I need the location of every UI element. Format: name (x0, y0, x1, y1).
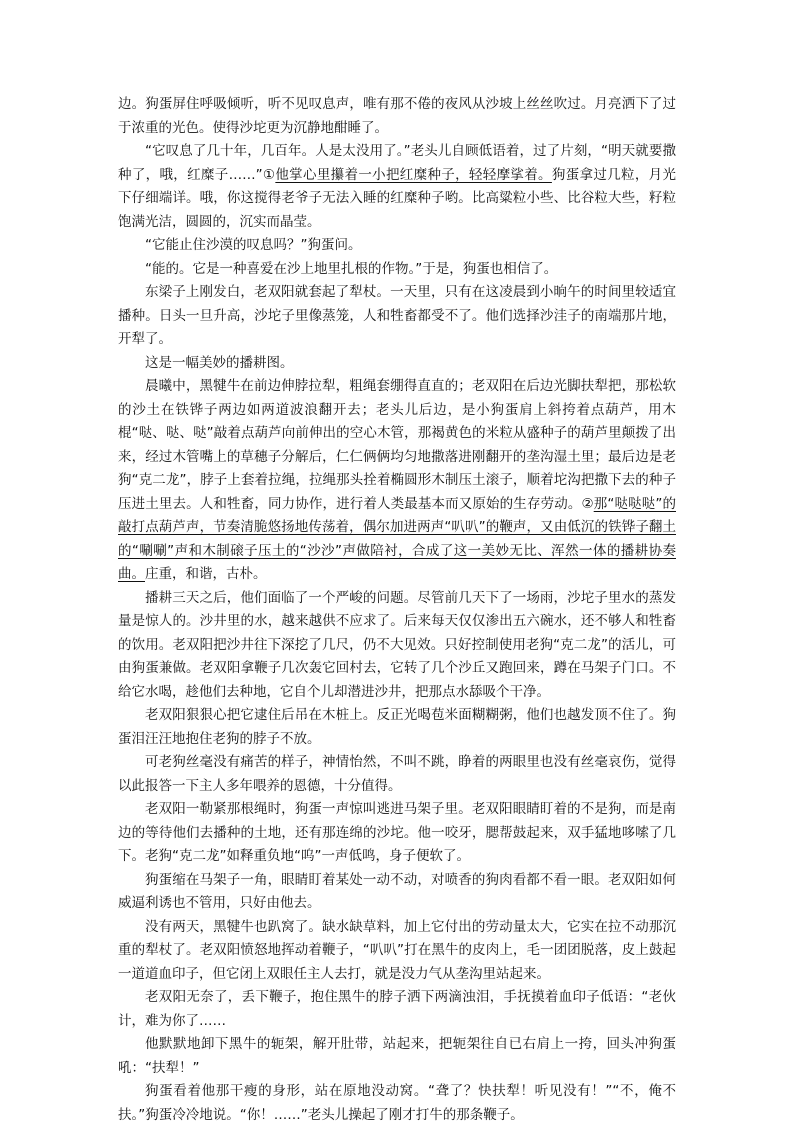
underlined-sentence-2: 那“哒哒哒”的敲打点葫芦声，节奏清脆悠扬地传荡着，偶尔加进两声“叭叭”的鞭声，又由低沉的铁铧子翻土的“唰唰”声和木制磙子压土的“沙沙”声做陪衬，合成了这一美妙无比、浑然一体的播耕协奏曲。 (118, 495, 676, 582)
paragraph-15: 他默默地卸下黑牛的轭架，解开肚带，站起来，把轭架往自已右肩上一挎，回头冲狗蛋吼：“扶犁！” (118, 1036, 676, 1076)
paragraph-16: 狗蛋看着他那干瘦的身形，站在原地没动窝。“聋了？快扶犁！听见没有！”“不，俺不扶。”狗蛋冷冷地说。“你！……”老头儿操起了刚才打牛的那条鞭子。 (118, 1083, 676, 1123)
paragraph-4: “能的。它是一种喜爱在沙上地里扎根的作物。”于是，狗蛋也相信了。 (145, 260, 558, 277)
paragraph-7-start: 晨曦中，黑犍牛在前边伸脖拉犁，粗绳套绷得直直的；老双阳在后边光脚扶犁把，那松软的沙土在铁铧子两边如两道波浪翻开去；老头儿后边，是小狗蛋肩上斜挎着点葫芦，用木棍“哒、哒、哒”敲着点葫芦向前伸出的空心木管，那褐黄色的米粒从盛种子的葫芦里颠拨了出来，经过木管嘴上的草穗子分解后，仁仁俩俩均匀地撒落进刚翻开的垄沟湿土里；最后边是老狗“克二龙”，脖子上套着拉绳，拉绳那头拴着椭圆形木制压土滚子，顺着坨沟把撒下去的种子压进土里去。人和牲畜，同力协作，进行着人类最基本而又原始的生存劳动。② (118, 378, 676, 512)
paragraph-5: 东梁子上刚发白，老双阳就套起了犁杖。一天里，只有在这凌晨到小晌午的时间里较适宜播种。日头一旦升高，沙坨子里像蒸笼，人和牲畜都受不了。他们选择沙洼子的南端那片地，开犁了。 (118, 284, 676, 347)
paragraph-1: 边。狗蛋屏住呼吸倾听，听不见叹息声，唯有那不倦的夜风从沙坡上丝丝吹过。月亮洒下了过于浓重的光色。使得沙坨更为沉静地酣睡了。 (118, 96, 676, 136)
paragraph-3: “它能止住沙漠的叹息吗？”狗蛋问。 (145, 237, 362, 253)
paragraph-7-end: 庄重，和谐，古朴。 (145, 566, 267, 582)
paragraph-2-end: 狗蛋拿过几粒，月光下仔细端详。哦，你这搅得老爷子无法入睡的红糜种子哟。比高粱粒小些、比谷粒大些，籽粒饱满光洁，圆圆的，沉实而晶莹。 (118, 166, 676, 230)
document-body (118, 93, 676, 1127)
paragraph-10: 可老狗丝毫没有痛苦的样子，神情怡然，不叫不跳，睁着的两眼里也没有丝毫哀伤，觉得以此报答一下主人多年喂养的恩德，十分值得。 (118, 754, 676, 794)
paragraph-2 (118, 140, 676, 234)
paragraph-6: 这是一幅美妙的播耕图。 (145, 354, 294, 371)
underlined-sentence-1: 他掌心里攥着一小把红糜种子，轻轻摩挲着。 (275, 166, 552, 183)
paragraph-11: 老双阳一勒紧那根绳时，狗蛋一声惊叫逃进马架子里。老双阳眼睛盯着的不是狗，而是南边的等待他们去播种的土地，还有那连绵的沙坨。他一咬牙，腮帮鼓起来，双手猛地哆嗦了几下。老狗“克二龙”如释重负地“呜”一声低鸣，身子便软了。 (118, 801, 676, 864)
paragraph-9: 老双阳狠狠心把它逮住后吊在木桩上。反正光喝苞米面糊糊粥，他们也越发顶不住了。狗蛋泪汪汪地抱住老狗的脖子不放。 (118, 707, 676, 747)
paragraph-13: 没有两天，黑犍牛也趴窝了。缺水缺草料，加上它付出的劳动量太大，它实在拉不动那沉重的犁杖了。老双阳愤怒地挥动着鞭子，“叭叭”打在黑牛的皮肉上，毛一团团脱落，皮上鼓起一道道血印子，但它闭上双眼任主人去打，就是没力气从垄沟里站起来。 (118, 918, 676, 982)
paragraph-12: 狗蛋缩在马架子一角，眼睛盯着某处一动不动，对喷香的狗肉看都不看一眼。老双阳如何威逼利诱也不管用，只好由他去。 (118, 871, 676, 911)
paragraph-8: 播耕三天之后，他们面临了一个严峻的问题。尽管前几天下了一场雨，沙坨子里水的蒸发量是惊人的。沙井里的水，越来越供不应求了。后来每天仅仅渗出五六碗水，还不够人和牲畜的饮用。老双阳把沙井往下深挖了几尺，仍不大见效。只好控制使用老狗“克二龙”的活儿，可由狗蛋兼做。老双阳拿鞭子几次轰它回村去，它转了几个沙丘又跑回来，蹲在马架子门口。不给它水喝，趁他们去种地，它自个儿却潜进沙井，把那点水舔吸个干净。 (118, 589, 676, 700)
paragraph-14: 老双阳无奈了，丢下鞭子，抱住黑牛的脖子洒下两滴浊泪，手抚摸着血印子低语：“老伙计，难为你了…… (118, 989, 676, 1029)
paragraph-2-start: “它叹息了几十年，几百年。人是太没用了。”老头儿自顾低语着，过了片刻，“明天就要撒种了，哦，红糜子……”① (118, 143, 676, 183)
paragraph-7 (118, 375, 676, 587)
